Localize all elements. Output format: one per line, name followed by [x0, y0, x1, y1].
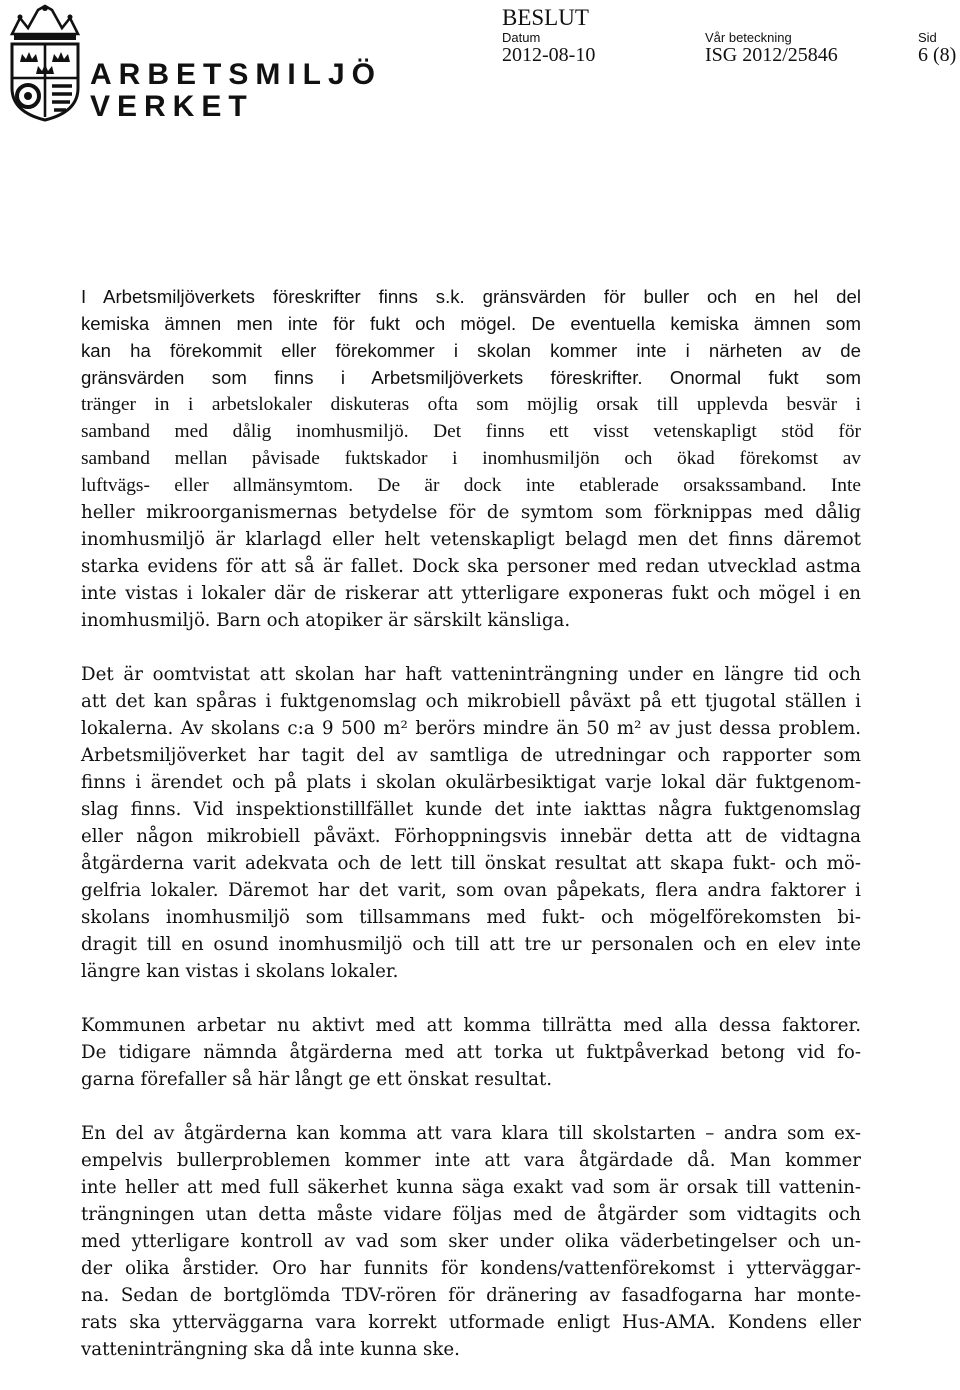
reference-label: Vår beteckning — [705, 30, 792, 45]
text-line: eller någon mikrobiell påväxt. Förhoppningsvis innebär detta att de vidtagna — [81, 826, 861, 847]
text-line: De tidigare nämnda åtgärderna med att torka ut fuktpåverkad betong vid fo- — [81, 1042, 861, 1063]
text-line: heller mikroorganismernas betydelse för de symtom som förknippas med dålig — [81, 502, 861, 523]
text-line: gränsvärden som finns i Arbetsmiljöverkets föreskrifter. Onormal fukt som — [81, 367, 861, 388]
agency-logo — [6, 4, 383, 124]
text-line: kan ha förekommit eller förekommer i skolan kommer inte i närheten av de — [81, 340, 861, 361]
text-line: vatteninträngning ska då inte kunna ske. — [81, 1339, 460, 1360]
text-line: luftvägs- eller allmänsymtom. De är dock inte etablerade orsakssamband. Inte — [81, 475, 861, 496]
text-line: längre kan vistas i skolans lokaler. — [81, 961, 399, 982]
date-label: Datum — [502, 30, 541, 45]
text-line: na. Sedan de bortglömda TDV-rören för dränering av fasadfogarna har monte- — [81, 1285, 861, 1306]
document-body — [81, 283, 861, 1390]
page-number: 6 (8) — [918, 44, 957, 66]
text-line: trängningen utan detta måste vidare följas med de åtgärder som vidtagits och — [81, 1204, 861, 1225]
page-label: Sid — [918, 30, 937, 45]
text-line: med ytterligare kontroll av vad som sker under olika väderbetingelser och un- — [81, 1231, 861, 1252]
text-line: att det kan spåras i fuktgenomslag och mikrobiell påväxt på ett tjugotal ställen i — [81, 691, 861, 712]
text-line: inte heller att med full säkerhet kunna säga exakt vad som är orsak till vattenin- — [81, 1177, 861, 1198]
text-line: inte vistas i lokaler där de riskerar att ytterligare exponeras fukt och mögel i en — [81, 583, 861, 604]
reference-value: ISG 2012/25846 — [705, 44, 838, 66]
document-type: BESLUT — [502, 5, 589, 30]
text-line: inomhusmiljö. Barn och atopiker är särskilt känsliga. — [81, 610, 571, 631]
text-line: der olika årstider. Oro har funnits för kondens/vattenförekomst i ytterväggar- — [81, 1258, 861, 1279]
text-line: En del av åtgärderna kan komma att vara klara till skolstarten – andra som ex- — [81, 1123, 861, 1144]
text-line: empelvis bullerproblemen kommer inte att vara åtgärdade då. Man kommer — [81, 1150, 861, 1171]
org-name-line2: VERKET — [90, 90, 254, 123]
paragraph-4 — [81, 1120, 861, 1363]
paragraph-1 — [81, 283, 861, 634]
text-line: finns i ärendet och på plats i skolan okulärbesiktigat varje lokal där fuktgenom- — [81, 772, 861, 793]
text-line: kemiska ämnen men inte för fukt och mögel. De eventuella kemiska ämnen som — [81, 313, 861, 334]
org-name-line1: ARBETSMILJÖ — [90, 58, 383, 91]
text-line: garna förefaller så här långt ge ett önskat resultat. — [81, 1069, 553, 1090]
date-value: 2012-08-10 — [502, 44, 596, 66]
text-line: Det är oomtvistat att skolan har haft vatteninträngning under en längre tid och — [81, 664, 861, 685]
text-line: slag finns. Vid inspektionstillfället kunde det inte iakttas några fuktgenomslag — [81, 799, 861, 820]
text-line: tränger in i arbetslokaler diskuteras ofta som möjlig orsak till upplevda besvär i — [81, 394, 861, 415]
text-line: samband med dålig inomhusmiljö. Det finns ett visst vetenskapligt stöd för — [81, 421, 861, 442]
text-line: I Arbetsmiljöverkets föreskrifter finns s.k. gränsvärden för buller och en hel del — [81, 286, 861, 307]
text-line: skolans inomhusmiljö som tillsammans med fukt- och mögelförekomsten bi- — [81, 907, 861, 928]
text-line: samband mellan påvisade fuktskador i inomhusmiljön och ökad förekomst av — [81, 448, 861, 469]
text-line: åtgärderna varit adekvata och de lett till önskat resultat att skapa fukt- och mö- — [81, 853, 861, 874]
text-line: Arbetsmiljöverket har tagit del av samtliga de utredningar och rapporter som — [81, 745, 861, 766]
text-line: Kommunen arbetar nu aktivt med att komma tillrätta med alla dessa faktorer. — [81, 1015, 861, 1036]
text-line: starka evidens för att så är fallet. Dock ska personer med redan utvecklad astma — [81, 556, 861, 577]
text-line: rats ska ytterväggarna vara korrekt utformade enligt Hus-AMA. Kondens eller — [81, 1312, 861, 1333]
paragraph-2 — [81, 661, 861, 985]
text-line: gelfria lokaler. Däremot har det varit, som ovan påpekats, flera andra faktorer i — [81, 880, 861, 901]
paragraph-3 — [81, 1012, 861, 1093]
coat-of-arms-icon — [6, 4, 84, 122]
text-line: dragit till en osund inomhusmiljö och till att tre ur personalen och en elev inte — [81, 934, 861, 955]
text-line: inomhusmiljö är klarlagd eller helt vetenskapligt belagd men det finns däremot — [81, 529, 861, 550]
text-line: lokalerna. Av skolans c:a 9 500 m² berörs mindre än 50 m² av just dessa problem. — [81, 718, 861, 739]
